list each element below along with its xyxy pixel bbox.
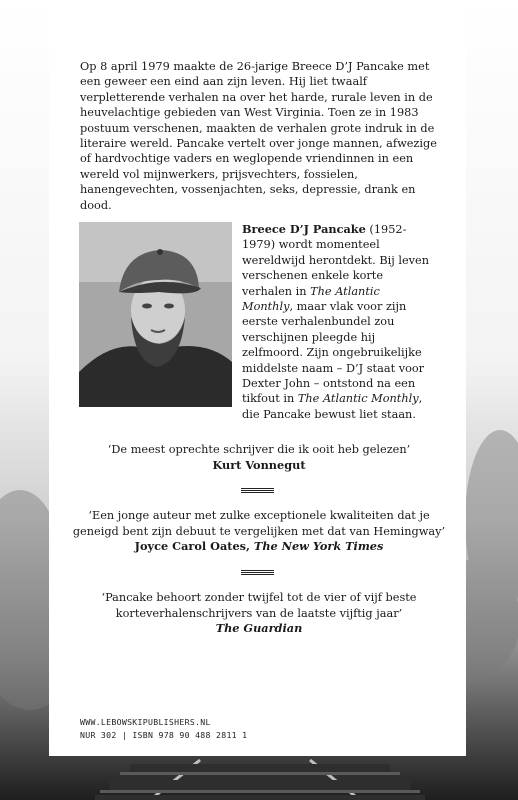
quote-source xyxy=(70,539,448,555)
footer xyxy=(80,716,380,742)
nur-isbn: NUR 302 | ISBN 978 90 488 2811 1 xyxy=(80,730,248,740)
quote-text: ‘Een jonge auteur met zulke exceptionele kwaliteiten dat je geneigd bent zijn debuut te vergelijken met dat van Hemingway’ xyxy=(72,509,446,538)
quote-publication: The New York Times xyxy=(253,539,384,554)
quote-publication: The Guardian xyxy=(215,621,303,636)
bio-text-2: , maar vlak voor zijn eerste verhalenbundel zou verschijnen pleegde hij zelfmoord. Zijn ongebruikelijke middelste naam – D’J staat voor Dexter John – ontstond na een tikfout in xyxy=(242,300,425,406)
bio-text-3: , die Pancake bewust liet staan. xyxy=(242,392,423,421)
ornament-divider xyxy=(241,570,274,575)
bio-text-1: (1952-1979) wordt momenteel wereldwijd herontdekt. Bij leven verschenen enkele korte verhalen in xyxy=(242,223,430,298)
author-name: Breece D’J Pancake xyxy=(242,222,366,236)
quote-2 xyxy=(70,508,448,555)
publisher-website: WWW.LEBOWSKIPUBLISHERS.NL xyxy=(80,717,211,727)
magazine-title-1: The Atlantic Monthly xyxy=(242,284,380,314)
author-photo xyxy=(79,222,232,407)
quote-source xyxy=(70,621,448,637)
isbn-code: ISBN 978 90 488 2811 1 xyxy=(132,730,248,740)
quote-author: Joyce Carol Oates, xyxy=(134,539,254,554)
quote-text: ‘Pancake behoort zonder twijfel tot de vier of vijf beste korteverhalenschrijvers van de laatste vijftig jaar’ xyxy=(101,591,417,620)
intro-paragraph xyxy=(80,59,440,213)
ornament-divider xyxy=(241,488,274,493)
quote-1 xyxy=(70,442,448,473)
quote-source xyxy=(70,458,448,474)
magazine-title-2: The Atlantic Monthly xyxy=(297,392,419,406)
intro-text: Op 8 april 1979 maakte de 26-jarige Breece D’J Pancake met een geweer een eind aan zijn leven. Hij liet twaalf verpletterende verhalen na over het harde, rurale leven in de heuvelachtige gebieden van West Virginia. Toen ze in 1983 postuum verschenen, maakten de verhalen grote indruk in de literaire wereld. Pancake vertelt over jonge mannen, afwezige of hardvochtige vaders en weglopende vriendinnen in een wereld vol mijnwerkers, prijsvechters, fossielen, hanengevechten, vossenjachten, seks, depressie, drank en dood. xyxy=(80,60,437,212)
quote-author: Kurt Vonnegut xyxy=(212,457,306,472)
author-bio xyxy=(242,222,432,422)
quote-text: ‘De meest oprechte schrijver die ik ooit heb gelezen’ xyxy=(107,443,411,456)
nur-code: NUR 302 xyxy=(80,730,117,740)
quote-3 xyxy=(70,590,448,637)
